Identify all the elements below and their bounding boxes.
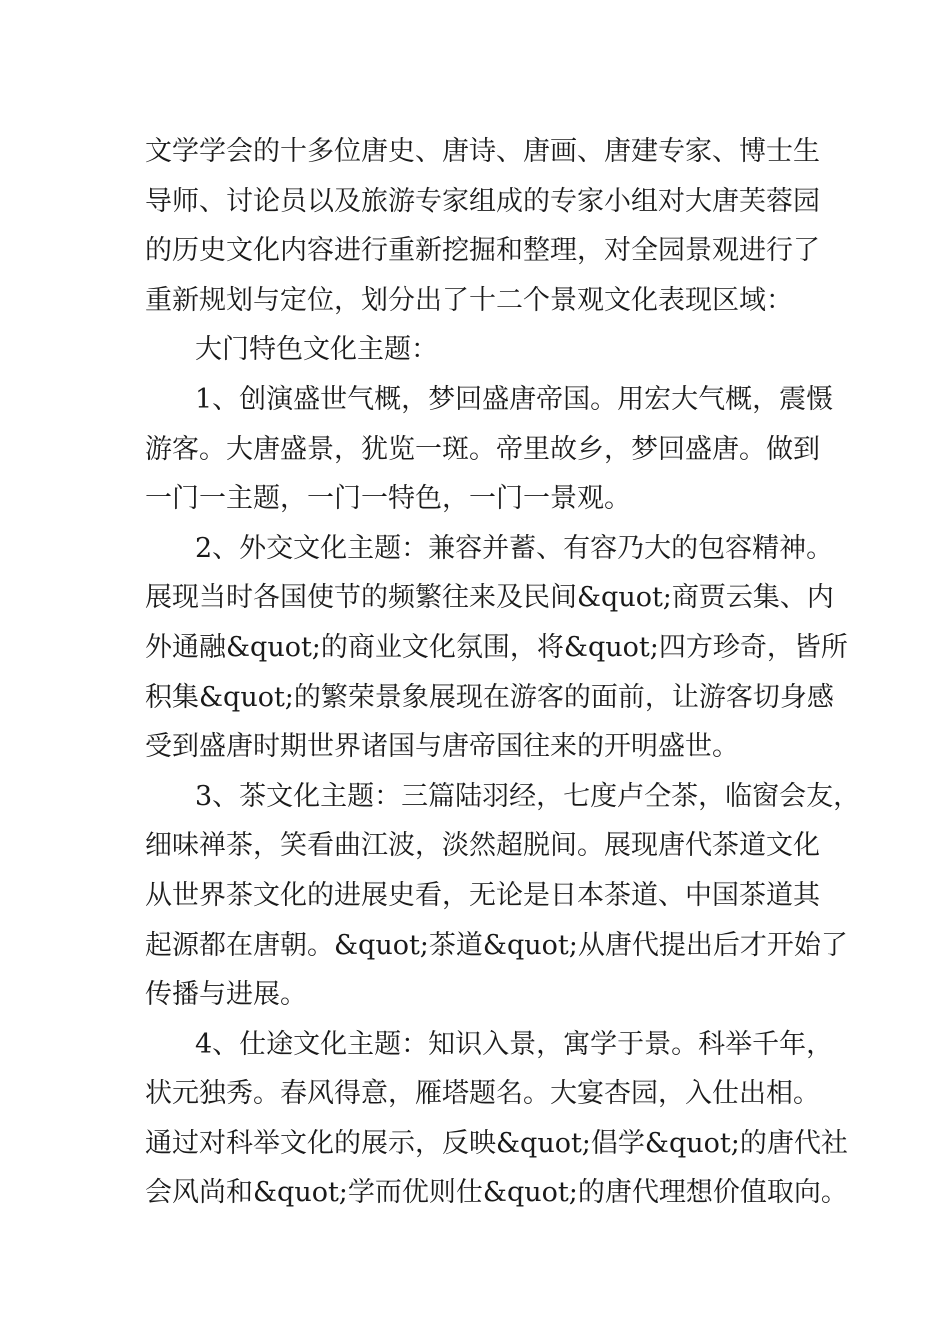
text-line: 4、仕途文化主题：知识入景，寓学于景。科举千年， [195,1028,834,1060]
text-line: 状元独秀。春风得意，雁塔题名。大宴杏园，入仕出相。 [145,1078,820,1110]
text-line: 文学学会的十多位唐史、唐诗、唐画、唐建专家、博士生 [145,136,820,167]
text-line: 积集&quot;的繁荣景象展现在游客的面前，让游客切身感 [145,681,834,713]
text-line: 展现当时各国使节的频繁往来及民间&quot;商贾云集、内 [145,582,834,614]
text-line: 会风尚和&quot;学而优则仕&quot;的唐代理想价值取向。 [145,1177,848,1209]
text-line: 受到盛唐时期世界诸国与唐帝国往来的开明盛世。 [145,731,739,763]
text-line: 起源都在唐朝。&quot;茶道&quot;从唐代提出后才开始了 [145,929,848,961]
text-line: 通过对科举文化的展示，反映&quot;倡学&quot;的唐代社 [145,1127,848,1159]
section-heading: 大门特色文化主题： [195,334,438,366]
text-line: 从世界茶文化的进展史看，无论是日本茶道、中国茶道其 [145,879,820,911]
text-line: 传播与进展。 [145,979,307,1011]
text-line: 的历史文化内容进行重新挖掘和整理，对全园景观进行了 [145,235,820,267]
text-line: 细味禅茶，笑看曲江波，淡然超脱间。展现唐代茶道文化 [145,830,820,862]
text-line: 游客。大唐盛景，犹览一斑。帝里故乡，梦回盛唐。做到 [145,433,820,465]
text-line: 2、外交文化主题：兼容并蓄、有容乃大的包容精神。 [195,532,834,564]
document-body [145,127,861,1218]
text-line: 1、创演盛世气概，梦回盛唐帝国。用宏大气概，震慑 [195,383,834,415]
text-line: 3、茶文化主题：三篇陆羽经，七度卢仝茶，临窗会友， [195,780,861,812]
text-line: 一门一主题，一门一特色，一门一景观。 [145,483,631,515]
text-line: 重新规划与定位，划分出了十二个景观文化表现区域： [145,284,793,316]
text-line: 导师、讨论员以及旅游专家组成的专家小组对大唐芙蓉园 [145,185,820,217]
text-line: 外通融&quot;的商业文化氛围，将&quot;四方珍奇，皆所 [145,631,848,663]
